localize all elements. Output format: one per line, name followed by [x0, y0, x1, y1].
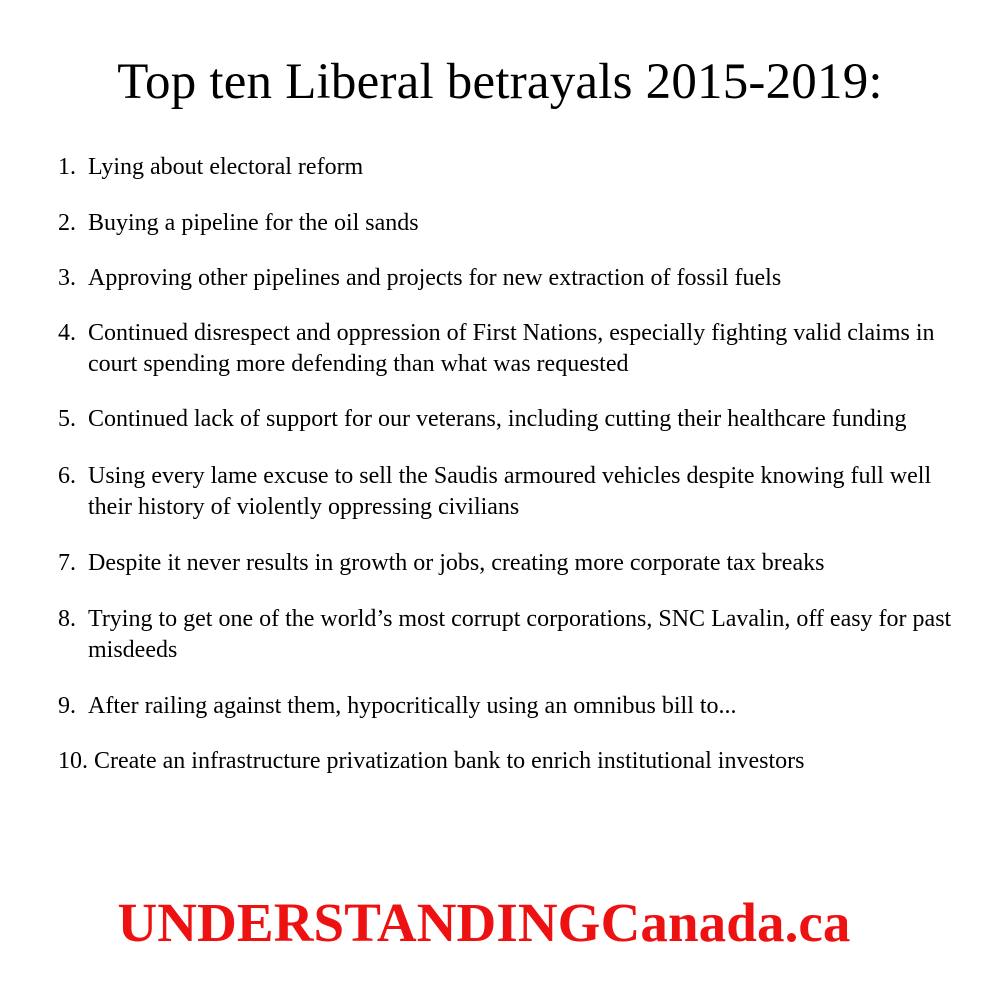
list-item: [58, 461, 958, 523]
item-text: Buying a pipeline for the oil sands: [88, 210, 419, 236]
list-item: [58, 604, 958, 666]
item-text: After railing against them, hypocritically using an omnibus bill to...: [88, 693, 737, 719]
item-text: Create an infrastructure privatization bank to enrich institutional investors: [94, 748, 805, 774]
item-number: 1.: [58, 154, 76, 180]
site-brand: UNDERSTANDINGCanada.ca: [117, 892, 851, 953]
list-item: [58, 746, 958, 777]
item-number: 3.: [58, 265, 76, 291]
item-number: 2.: [58, 210, 76, 236]
item-text: Continued disrespect and oppression of First Nations, especially fighting valid claims in court spending more defending than what was requested: [88, 320, 935, 377]
item-text: Lying about electoral reform: [88, 154, 364, 180]
item-number: 10.: [58, 748, 88, 774]
item-text: Approving other pipelines and projects for new extraction of fossil fuels: [88, 265, 782, 291]
list-item: [58, 404, 958, 435]
list-item: [58, 263, 958, 294]
page-title: Top ten Liberal betrayals 2015-2019:: [117, 54, 883, 110]
list-item: [58, 691, 958, 722]
item-number: 7.: [58, 550, 76, 576]
list-item: [58, 208, 958, 239]
item-text: Trying to get one of the world’s most corrupt corporations, SNC Lavalin, off easy for past misdeeds: [88, 606, 952, 663]
item-number: 5.: [58, 406, 76, 432]
item-text: Despite it never results in growth or jobs, creating more corporate tax breaks: [88, 550, 825, 576]
item-number: 4.: [58, 320, 76, 346]
list-item: [58, 548, 958, 579]
betrayals-list: [58, 152, 958, 777]
item-number: 9.: [58, 693, 76, 719]
item-text: Continued lack of support for our veterans, including cutting their healthcare funding: [88, 406, 907, 432]
item-number: 6.: [58, 463, 76, 489]
item-number: 8.: [58, 606, 76, 632]
item-text: Using every lame excuse to sell the Saudis armoured vehicles despite knowing full well their history of violently oppressing civilians: [88, 463, 932, 520]
list-item: [58, 152, 958, 183]
list-item: [58, 318, 958, 380]
